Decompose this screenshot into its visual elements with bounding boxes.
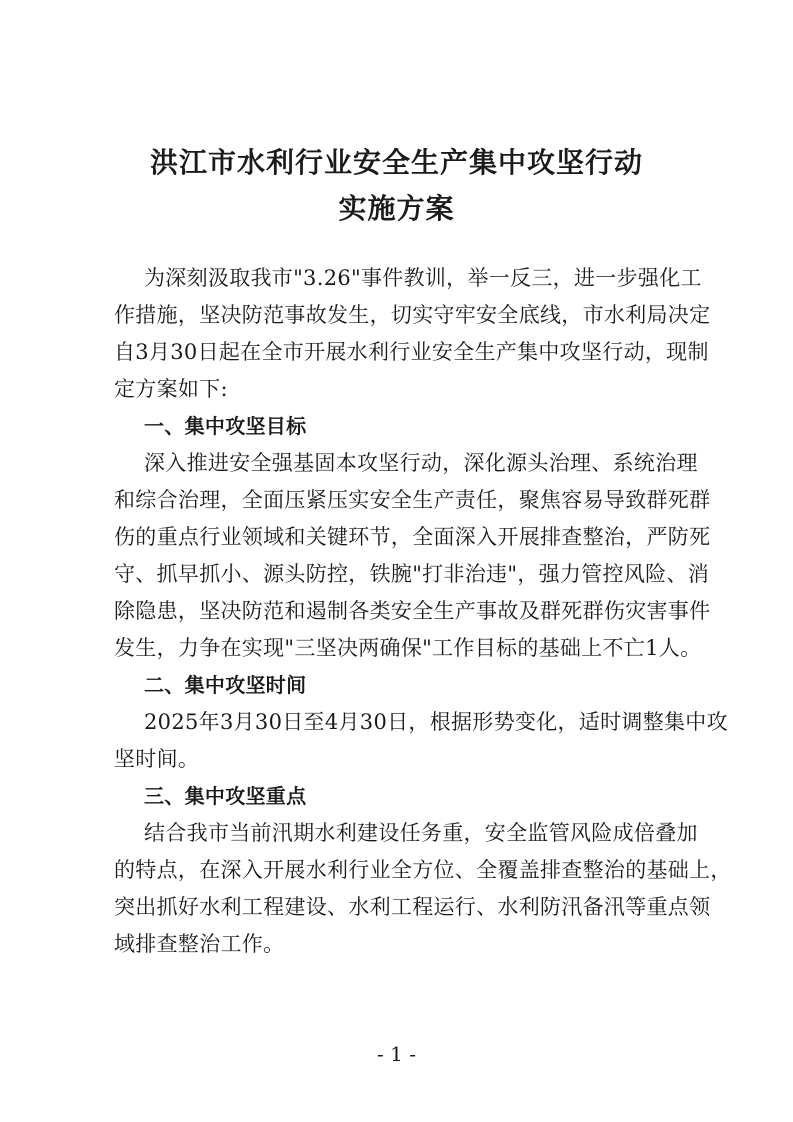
section-2-line: 2025年3月30日至4月30日，根据形势变化，适时调整集中攻: [144, 710, 728, 734]
title-line-1: 洪江市水利行业安全生产集中攻坚行动: [149, 146, 643, 179]
section-2-heading: 二、集中攻坚时间: [144, 673, 307, 697]
section-3-heading: 三、集中攻坚重点: [144, 784, 307, 808]
section-1-line: 伤的重点行业领域和关键环节，全面深入开展排查整治，严防死: [114, 525, 711, 549]
section-3-line: 域排查整治工作。: [114, 932, 285, 956]
section-1: [114, 408, 711, 667]
intro-line: 作措施，坚决防范事故发生，切实守牢安全底线，市水利局决定: [114, 303, 711, 327]
section-3-line: 突出抓好水利工程建设、水利工程运行、水利防汛备汛等重点领: [114, 895, 711, 919]
section-3-line: 的特点，在深入开展水利行业全方位、全覆盖排查整治的基础上，: [114, 858, 732, 882]
title-line-2: 实施方案: [338, 192, 455, 225]
section-2: [114, 667, 728, 778]
section-3-line: 结合我市当前汛期水利建设任务重，安全监管风险成倍叠加: [144, 821, 698, 845]
document-title: [0, 140, 793, 232]
section-3: [114, 778, 732, 963]
document-body: [114, 260, 732, 963]
intro-line: 自3月30日起在全市开展水利行业安全生产集中攻坚行动，现制: [114, 340, 709, 364]
intro-line: 定方案如下:: [114, 377, 228, 401]
section-1-line: 除隐患，坚决防范和遏制各类安全生产事故及群死群伤灾害事件: [114, 599, 711, 623]
section-1-heading: 一、集中攻坚目标: [144, 414, 307, 438]
section-1-line: 深入推进安全强基固本攻坚行动，深化源头治理、系统治理: [144, 451, 698, 475]
section-2-line: 坚时间。: [114, 747, 200, 771]
page-number: - 1 -: [377, 1042, 416, 1066]
intro-line: 为深刻汲取我市"3.26"事件教训，举一反三，进一步强化工: [144, 266, 702, 290]
intro-paragraph: [114, 260, 711, 408]
section-1-line: 和综合治理，全面压紧压实安全生产责任，聚焦容易导致群死群: [114, 488, 711, 512]
section-1-line: 守、抓早抓小、源头防控，铁腕"打非治违"，强力管控风险、消: [114, 562, 710, 586]
section-1-line: 发生，力争在实现"三坚决两确保"工作目标的基础上不亡1人。: [114, 636, 702, 660]
